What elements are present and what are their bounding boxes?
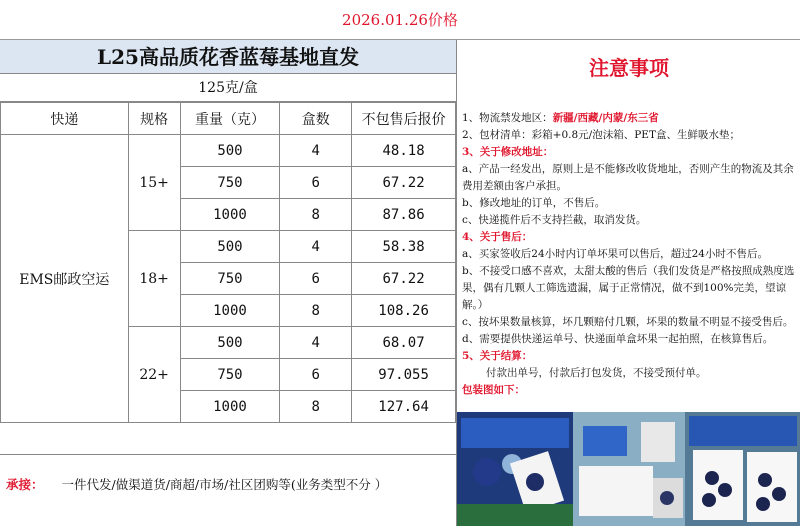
note-1-label: 1、物流禁发地区： — [462, 112, 553, 124]
weight-cell: 1000 — [180, 391, 280, 423]
boxes-cell: 6 — [280, 167, 352, 199]
note-3c: c、快递揽件后不支持拦截，取消发货。 — [462, 214, 647, 226]
weight-cell: 750 — [180, 263, 280, 295]
note-4b: b、不接受口感不喜欢，太甜太酸的售后（我们发货是严格按照成熟度选果，偶有几颗人工筛选遗漏，属于正常情况，做不到100%完美，望谅解。） — [462, 265, 795, 311]
table-header-row — [1, 103, 456, 135]
price-table-panel — [0, 40, 456, 526]
business-footer — [0, 454, 456, 526]
banned-regions: 新疆/西藏/内蒙/东三省 — [552, 112, 659, 124]
price-date: 2026.01.26价格 — [0, 0, 800, 40]
notice-title: 注意事项 — [589, 56, 669, 80]
price-cell: 108.26 — [352, 295, 456, 327]
price-cell: 67.22 — [352, 167, 456, 199]
packaging-photos — [457, 412, 800, 526]
weight-cell: 500 — [180, 231, 280, 263]
boxes-cell: 6 — [280, 359, 352, 391]
footer-text: 一件代发/做渠道货/商超/市场/社区团购等(业务类型不分 ） — [61, 477, 388, 492]
note-4d: d、需要提供快递运单号、快递面单盒坏果一起拍照，在核算售后。 — [462, 333, 774, 345]
packaging-photo-image — [457, 412, 800, 526]
price-cell: 68.07 — [352, 327, 456, 359]
notice-panel — [456, 40, 800, 526]
packaging-label: 包装图如下： — [462, 384, 525, 396]
header-express: 快递 — [1, 103, 129, 135]
boxes-cell: 4 — [280, 135, 352, 167]
note-5-heading: 5、关于结算： — [462, 350, 533, 362]
note-3b: b、修改地址的订单，不售后。 — [462, 197, 606, 209]
spec-cell: 15+ — [128, 135, 180, 231]
price-cell: 87.86 — [352, 199, 456, 231]
boxes-cell: 8 — [280, 295, 352, 327]
spec-cell: 22+ — [128, 327, 180, 423]
header-boxes: 盒数 — [280, 103, 352, 135]
weight-cell: 1000 — [180, 199, 280, 231]
price-cell: 127.64 — [352, 391, 456, 423]
price-cell: 97.055 — [352, 359, 456, 391]
weight-cell: 750 — [180, 167, 280, 199]
note-2: 2、包材清单：彩箱+0.8元/泡沫箱、PET盒、生鲜吸水垫； — [462, 129, 740, 141]
note-5-text: 付款出单号，付款后打包发货，不接受预付单。 — [486, 367, 707, 379]
weight-cell: 750 — [180, 359, 280, 391]
weight-cell: 500 — [180, 135, 280, 167]
table-row — [1, 135, 456, 167]
header-spec: 规格 — [128, 103, 180, 135]
note-1 — [462, 110, 797, 127]
product-title: L25高品质花香蓝莓基地直发 — [0, 40, 456, 74]
note-4c: c、按坏果数量核算，坏几颗赔付几颗，坏果的数量不明显不接受售后。 — [462, 316, 794, 328]
spec-cell: 18+ — [128, 231, 180, 327]
unit-label: 125克/盒 — [0, 74, 456, 102]
price-table — [0, 102, 456, 423]
boxes-cell: 8 — [280, 391, 352, 423]
header-price: 不包售后报价 — [352, 103, 456, 135]
notice-list — [457, 110, 800, 399]
weight-cell: 1000 — [180, 295, 280, 327]
price-cell: 67.22 — [352, 263, 456, 295]
footer-label: 承接： — [6, 477, 44, 492]
header-weight: 重量（克） — [180, 103, 280, 135]
note-4a: a、买家签收后24小时内订单坏果可以售后，超过24小时不售后。 — [462, 248, 768, 260]
boxes-cell: 4 — [280, 327, 352, 359]
weight-cell: 500 — [180, 327, 280, 359]
boxes-cell: 8 — [280, 199, 352, 231]
note-3a: a、产品一经发出，原则上是不能修改收货地址，否则产生的物流及其余费用差额由客户承担。 — [462, 163, 794, 192]
boxes-cell: 6 — [280, 263, 352, 295]
price-cell: 58.38 — [352, 231, 456, 263]
note-3-heading: 3、关于修改地址： — [462, 146, 554, 158]
express-cell: EMS邮政空运 — [1, 135, 129, 423]
price-cell: 48.18 — [352, 135, 456, 167]
boxes-cell: 4 — [280, 231, 352, 263]
note-4-heading: 4、关于售后： — [462, 231, 533, 243]
